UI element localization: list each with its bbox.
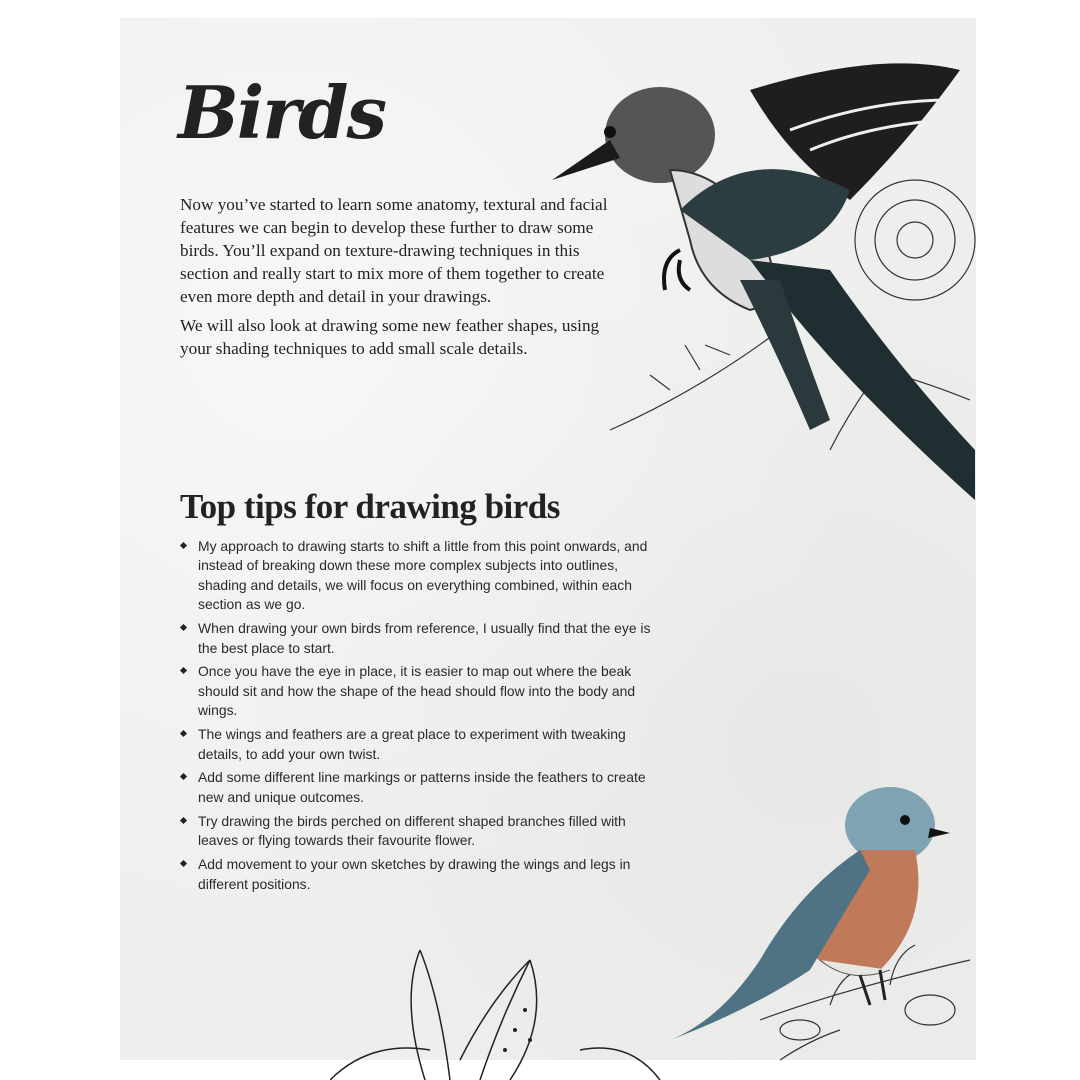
bluebird-illustration: [660, 780, 980, 1080]
tip-text: Add movement to your own sketches by drawing the wings and legs in different positions.: [198, 856, 631, 892]
tip-item: [180, 812, 655, 851]
tip-item: [180, 619, 655, 658]
bullet-diamond-icon: [180, 773, 187, 780]
magpie-illustration: [550, 10, 980, 510]
bullet-diamond-icon: [180, 542, 187, 549]
bullet-diamond-icon: [180, 730, 187, 737]
intro-paragraph: We will also look at drawing some new feather shapes, using your shading techniques to add small scale details.: [180, 316, 600, 358]
tip-text: Try drawing the birds perched on different shaped branches filled with leaves or flying towards their favourite flower.: [198, 812, 626, 849]
tip-text: My approach to drawing starts to shift a little from this point onwards, and instead of breaking down these more complex subjects into outlines, shading and details, we will focus on everything combined, within each section as we go.: [198, 538, 648, 613]
tip-item: [180, 662, 655, 720]
tip-item: [180, 725, 655, 764]
tip-text: The wings and feathers are a great place to experiment with tweaking details, to add your own twist.: [198, 726, 626, 762]
page-title: Birds: [178, 70, 386, 155]
bullet-diamond-icon: [180, 667, 187, 674]
tip-item: [180, 855, 655, 894]
tip-text: Add some different line markings or patterns inside the feathers to create new and unique outcomes.: [198, 769, 646, 805]
tip-text: When drawing your own birds from reference, I usually find that the eye is the best place to start.: [198, 620, 651, 656]
bullet-diamond-icon: [180, 624, 187, 631]
tip-item: [180, 768, 655, 807]
intro-paragraph: Now you’ve started to learn some anatomy, textural and facial features we can begin to develop these further to draw some birds. You’ll expand on texture-drawing techniques in this section and really start to mix more of them together to create even more depth and detail in your drawings.: [180, 195, 608, 306]
tips-heading: Top tips for drawing birds: [180, 487, 560, 526]
tip-item: [180, 537, 655, 615]
bullet-diamond-icon: [180, 817, 187, 824]
lily-illustration: [330, 940, 670, 1080]
tip-text: Once you have the eye in place, it is easier to map out where the beak should sit and how the shape of the head should flow into the body and wings.: [198, 663, 636, 719]
tips-list: [180, 537, 655, 898]
bullet-diamond-icon: [180, 860, 187, 867]
